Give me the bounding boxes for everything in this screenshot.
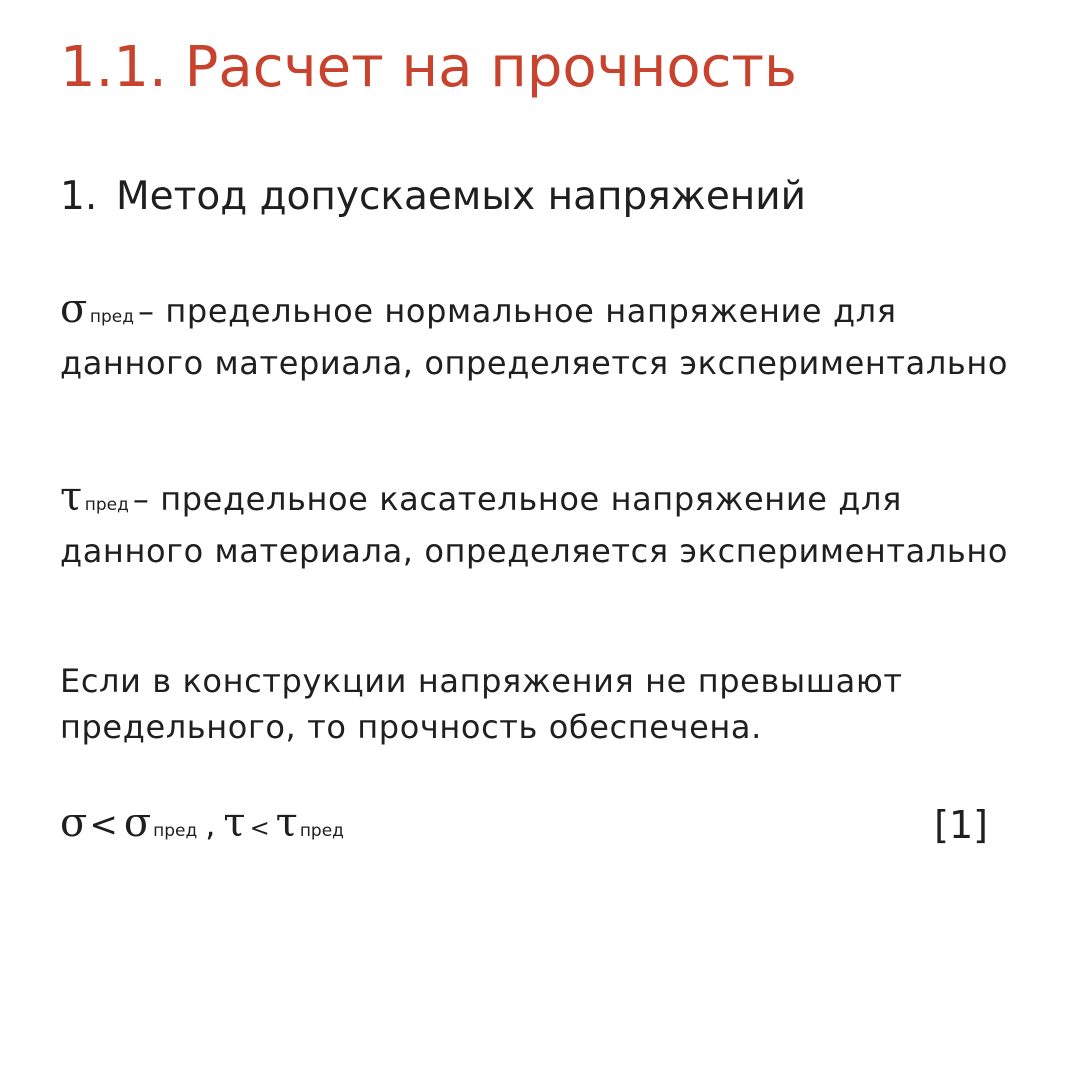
formula-tau: τ — [223, 800, 246, 846]
strength-formula — [60, 800, 348, 856]
formula-sigma-pred: σ — [123, 800, 152, 846]
formula-less-than-2: < — [249, 814, 270, 842]
formula-reference-number: [1] — [934, 803, 988, 847]
sigma-definition-text: – предельное нормальное напряжение для данного материала, определяется экспериментально — [60, 292, 1009, 382]
formula-comma: , — [205, 806, 216, 844]
sigma-definition — [60, 288, 1020, 386]
tau-subscript: пред — [84, 495, 129, 515]
sigma-symbol: σ — [60, 286, 88, 332]
method-heading — [60, 172, 806, 222]
tau-symbol: τ — [60, 474, 83, 520]
tau-definition — [60, 476, 1020, 574]
formula-tau-pred: τ — [275, 800, 298, 846]
method-text: Метод допускаемых напряжений — [116, 174, 807, 219]
formula-tau-pred-subscript: пред — [299, 821, 344, 841]
formula-sigma: σ — [60, 800, 88, 846]
slide-title: 1.1. Расчет на прочность — [60, 35, 798, 100]
tau-definition-text: – предельное касательное напряжение для данного материала, определяется экспериментально — [60, 480, 1009, 570]
formula-sigma-pred-subscript: пред — [153, 821, 198, 841]
formula-less-than-1: < — [89, 805, 118, 845]
sigma-subscript: пред — [89, 307, 135, 327]
method-number: 1. — [60, 174, 98, 219]
strength-condition-text: Если в конструкции напряжения не превышают предельного, то прочность обеспечена. — [60, 662, 903, 746]
